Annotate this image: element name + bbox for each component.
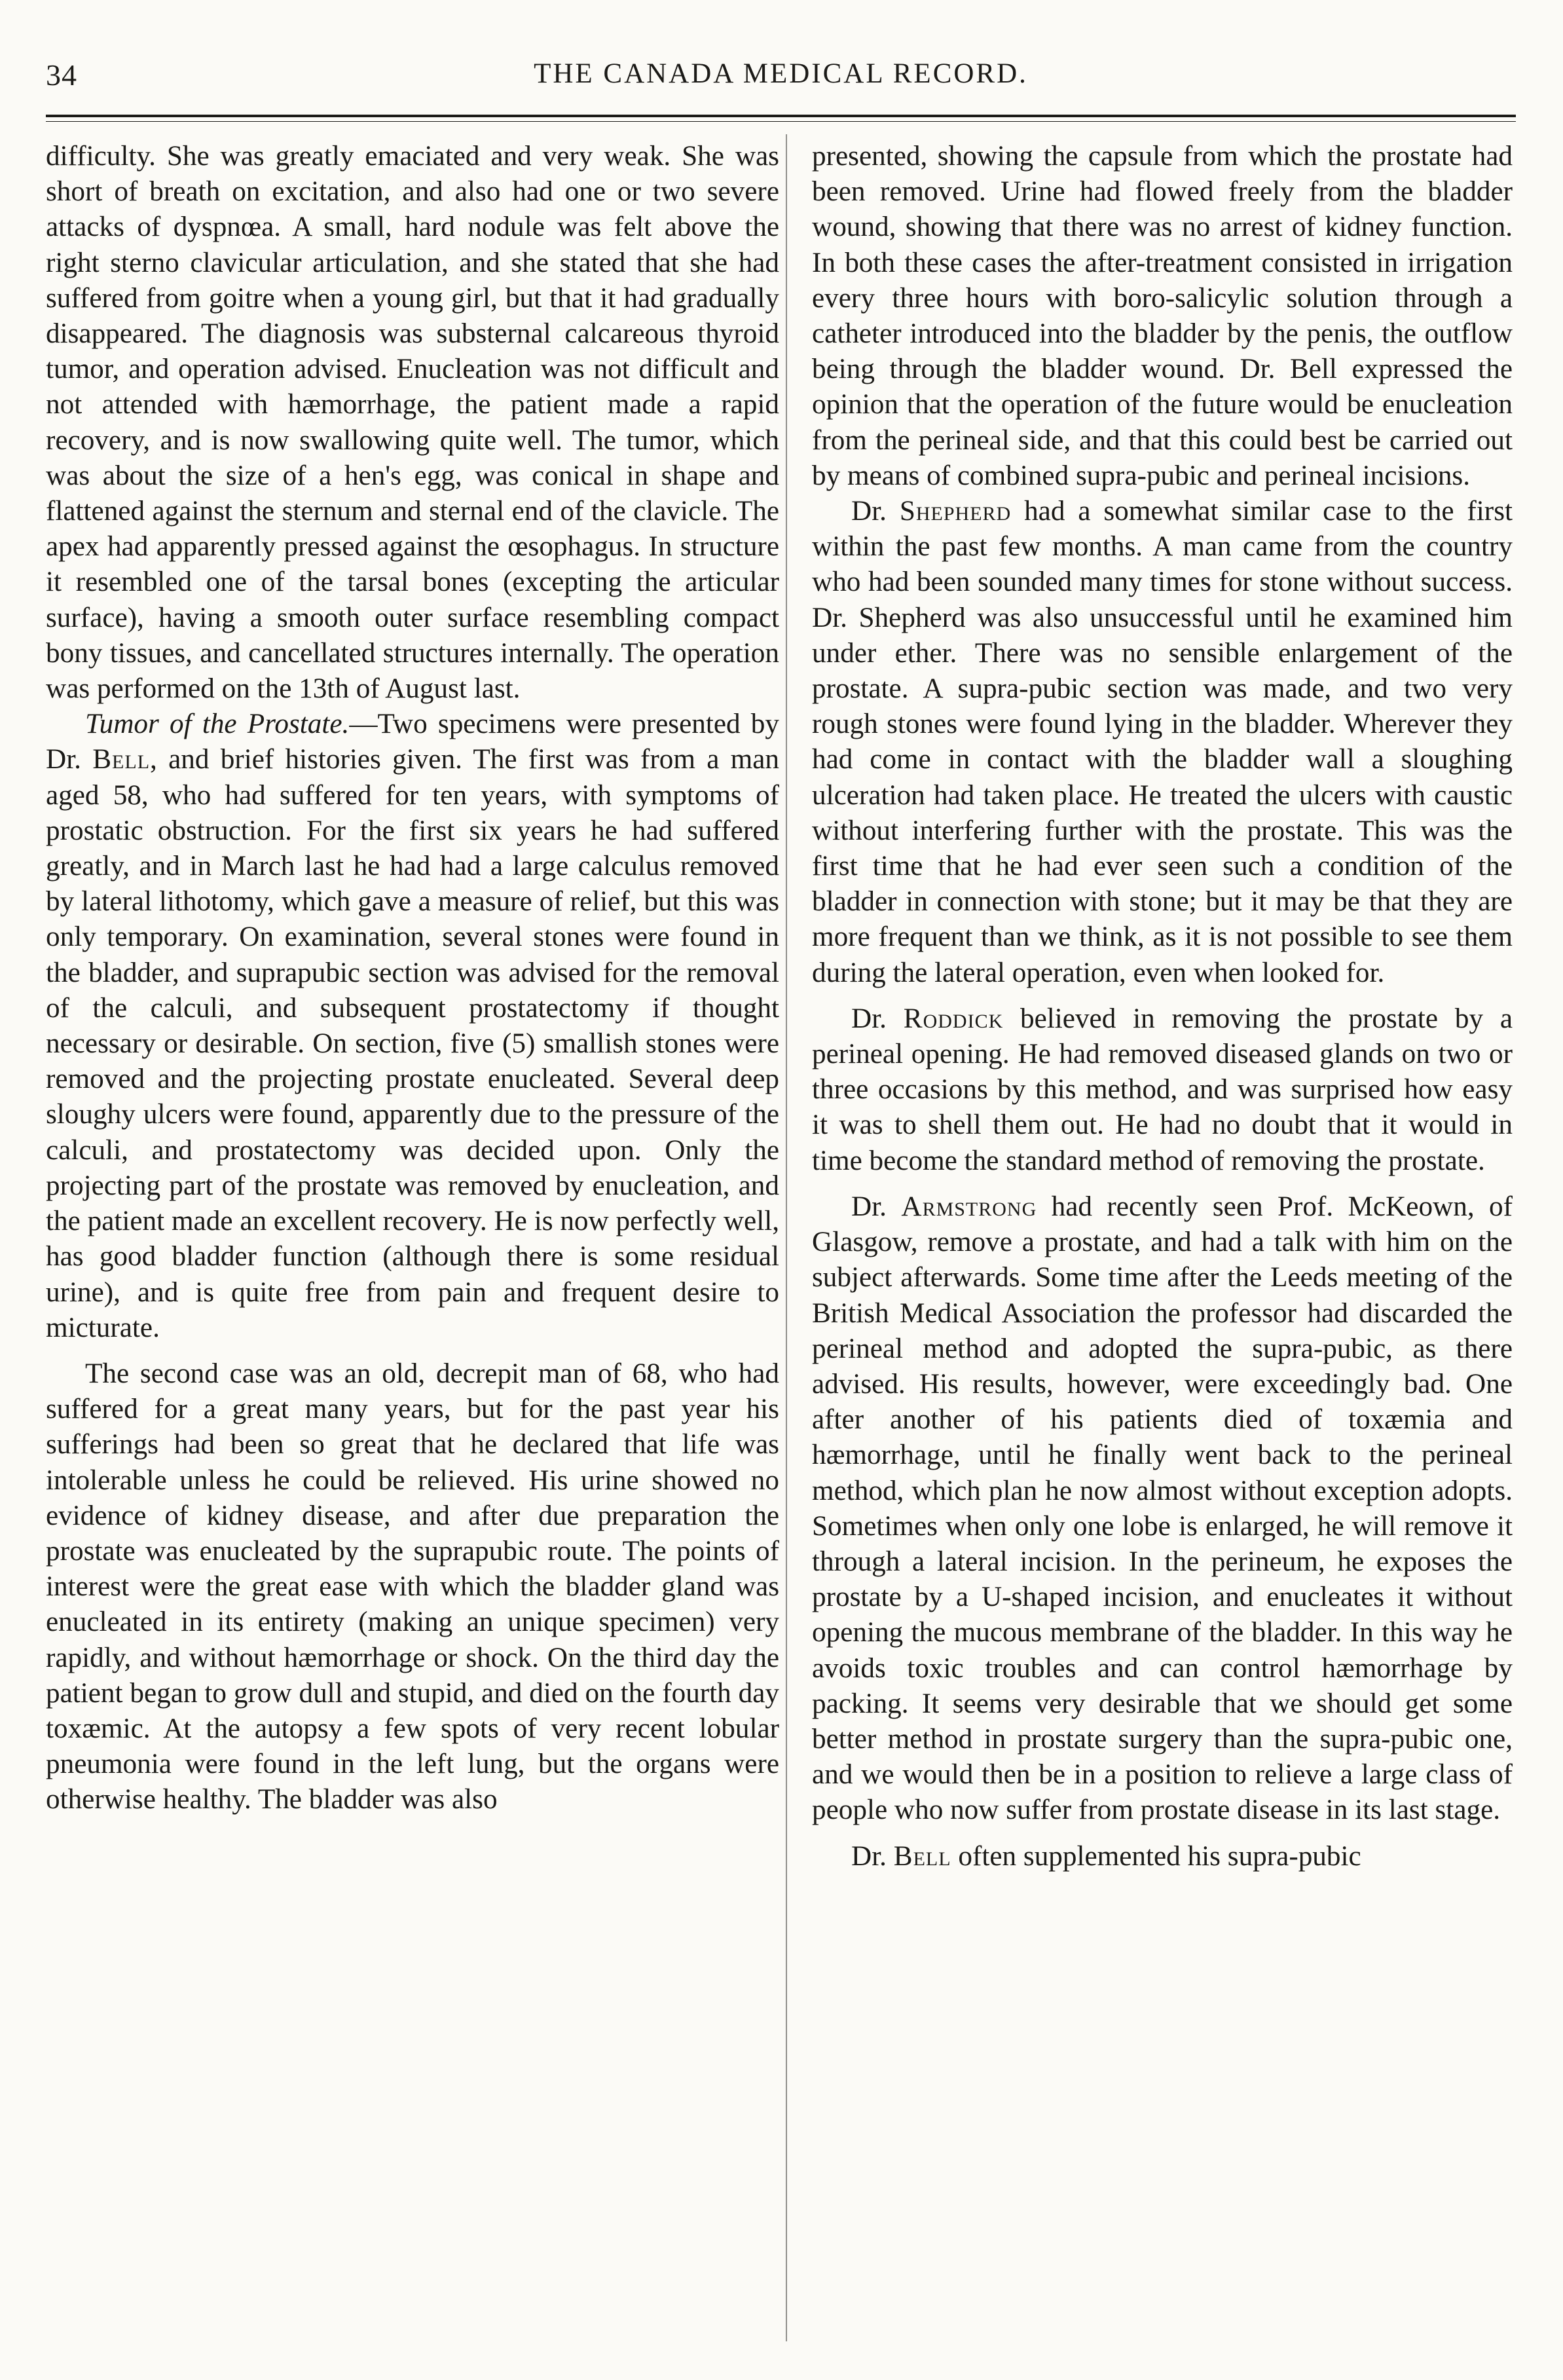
person-name: Armstrong bbox=[901, 1191, 1037, 1222]
paragraph-text: Dr. bbox=[851, 1840, 894, 1872]
page-number: 34 bbox=[46, 58, 77, 92]
paragraph-armstrong bbox=[812, 1189, 1513, 1829]
person-name: Bell bbox=[893, 1840, 951, 1872]
paragraph-text: had a somewhat similar case to the first within the past few months. A man came from the country who had been sounded many times for stone without success. Dr. Shepherd was also unsuccessful until he examined him under ether. There was no sensible enlargement of the prostate. A supra-pubic section was made, and two very rough stones were found lying in the bladder. Wherever they had come in contact with the bladder wall a sloughing ulceration had taken place. He treated the ulcers with caustic without interfering further with the prostate. This was the first time that he had ever seen such a condition of the bladder in connection with stone; but it may be that they are more frequent than we think, as it is not possible to see them during the lateral operation, even when looked for. bbox=[812, 496, 1513, 988]
page-header bbox=[46, 58, 1516, 110]
paragraph-text: , and brief histories given. The first was from a man aged 58, who had suffered for ten years, with symptoms of prostatic obstruction. For the first six years he had suffered greatly, and in March last he had had a large calculus removed by lateral lithotomy, which gave a measure of relief, but this was only temporary. On examination, several stones were found in the bladder, and suprapubic section was advised for the removal of the calculi, and subsequent prostatectomy if thought necessary or desirable. On section, five (5) smallish stones were removed and the projecting prostate enucleated. Several deep sloughy ulcers were found, apparently due to the pressure of the calculi, and prostatectomy was decided upon. Only the projecting part of the prostate was removed by enucleation, and the patient made an excellent recovery. He is now perfectly well, has good bladder function (although there is some residual urine), and is quite free from pain and frequent desire to micturate. bbox=[46, 744, 780, 1343]
paragraph-thyroid-case: difficulty. She was greatly emaciated and very weak. She was short of breath on excitation, and also had one or two severe attacks of dyspnœa. A small, hard nodule was felt above the right sterno clavicular articulation, and she stated that she had suffered from goitre when a young girl, but that it had gradually disappeared. The diagnosis was substernal calcareous thyroid tumor, and operation advised. Enucleation was not difficult and not attended with hæmorrhage, the patient made a rapid recovery, and is now swallowing quite well. The tumor, which was about the size of a hen's egg, was conical in shape and flattened against the sternum and sternal end of the clavicle. The apex had apparently pressed against the œsophagus. In structure it resembled one of the tarsal bones (excepting the articular surface), having a smooth outer surface resembling compact bony tissues, and cancellated structures internally. The operation was performed on the 13th of August last. bbox=[46, 141, 779, 705]
paragraph-text: often supplemented his supra-pubic bbox=[951, 1840, 1361, 1872]
paragraph-bell-continued: presented, showing the capsule from which the prostate had been removed. Urine had flowed freely from the bladder wound, showing that there was no arrest of kidney function. In both these cases the after-treatment consisted in irrigation every three hours with boro-salicylic solution through a catheter introduced into the bladder by the penis, the outflow being through the bladder wound. Dr. Bell expressed the opinion that the operation of the future would be enucleation from the perineal side, and that this could best be carried out by means of combined supra-pubic and perineal incisions. bbox=[812, 141, 1513, 491]
paragraph-roddick bbox=[812, 1001, 1513, 1179]
person-name: Bell bbox=[92, 744, 151, 775]
right-column bbox=[812, 139, 1513, 1874]
paragraph-text: —Two specimens were presented by Dr. bbox=[46, 709, 779, 775]
running-title: THE CANADA MEDICAL RECORD. bbox=[534, 58, 1028, 89]
section-heading: Tumor of the Prostate. bbox=[85, 709, 350, 740]
paragraph-tumor-of-prostate bbox=[46, 707, 779, 1346]
column-divider bbox=[786, 134, 787, 2341]
paragraph-shepherd bbox=[812, 494, 1513, 991]
paragraph-text: had recently seen Prof. McKeown, of Glasgow, remove a prostate, and had a talk with him on the subject afterwards. Some time after the Leeds meeting of the British Medical Association the professor had discarded the perineal method and adopted the supra-pubic, as there advised. His results, however, were exceedingly bad. One after another of his patients died of toxæmia and hæmorrhage, until he finally went back to the perineal method, which plan he now almost without exception adopts. Sometimes when only one lobe is enlarged, he will remove it through a lateral incision. In the perineum, he exposes the prostate by a U-shaped incision, and enucleates it without opening the mucous membrane of the bladder. In this way he avoids toxic troubles and can control hæmorrhage by packing. It seems very desirable that we should get some better method in prostate surgery than the supra-pubic one, and we would then be in a position to relieve a large class of people who now suffer from prostate disease in its last stage. bbox=[812, 1191, 1513, 1826]
paragraph-text: Dr. bbox=[851, 496, 900, 527]
header-rule-thin bbox=[46, 121, 1516, 122]
paragraph-text: believed in removing the prostate by a perineal opening. He had removed diseased glands on two or three occasions by this method, and was surprised how easy it was to shell them out. He had no doubt that it would in time become the standard method of removing the prostate. bbox=[812, 1003, 1513, 1176]
paragraph-second-case: The second case was an old, decrepit man of 68, who had suffered for a great many years, but for the past year his sufferings had been so great that he declared that life was intolerable unless he could be relieved. His urine showed no evidence of kidney disease, and after due preparation the prostate was enucleated by the suprapubic route. The points of interest were the great ease with which the bladder gland was enucleated in its entirety (making an unique specimen) very rapidly, and without hæmorrhage or shock. On the third day the patient began to grow dull and stupid, and died on the fourth day toxæmic. At the autopsy a few spots of very recent lobular pneumonia were found in the left lung, but the organs were otherwise healthy. The bladder was also bbox=[46, 1358, 779, 1815]
person-name: Roddick bbox=[903, 1003, 1004, 1034]
header-rule-thick bbox=[46, 115, 1516, 117]
paragraph-bell-final bbox=[812, 1839, 1513, 1874]
paragraph-text: Dr. bbox=[851, 1003, 904, 1034]
person-name: Shepherd bbox=[899, 496, 1012, 527]
left-column bbox=[46, 139, 779, 1818]
paragraph-text: Dr. bbox=[851, 1191, 902, 1222]
